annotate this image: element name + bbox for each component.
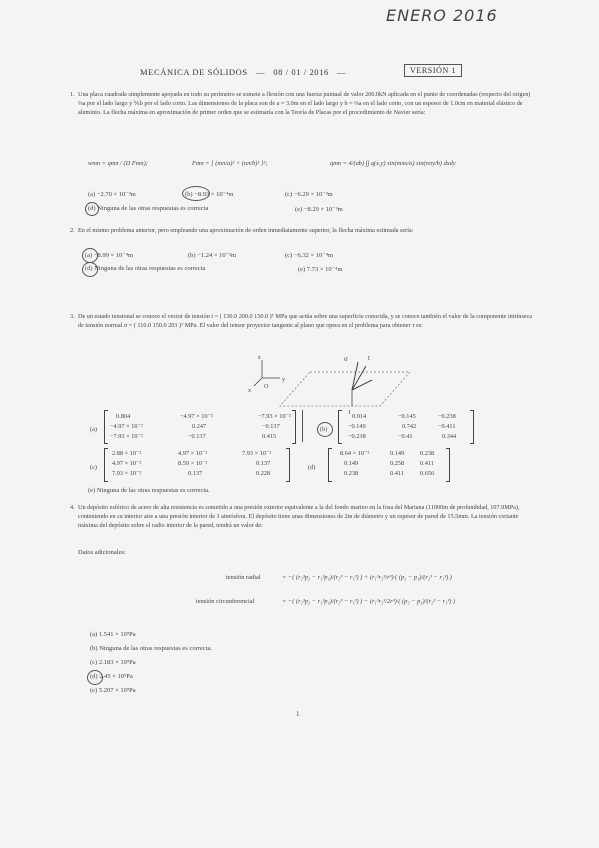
matrix-cell: −4.97 × 10⁻² [110, 423, 143, 430]
bracket [104, 410, 108, 444]
exam-header [140, 67, 480, 77]
question-text: En el mismo problema anterior, pero empleando una aproximación de orden inmediatamente superior, la flecha máxima estimada sería: [78, 227, 414, 234]
matrix-cell: 0.149 [390, 450, 405, 457]
question-number: 1. [70, 91, 75, 98]
q2-option-c[interactable]: (c) −6.32 × 10⁻⁴m [285, 252, 334, 259]
question-2 [70, 226, 533, 235]
matrix-cell: 0.247 [192, 423, 207, 430]
matrix-cell: −0.238 [348, 433, 366, 440]
q4-option-a[interactable]: (a) 1.541 × 10⁹Pa [90, 631, 136, 638]
sigma-label: σ [344, 355, 348, 363]
matrix-divider [302, 410, 303, 442]
matrix-cell: 0.914 [352, 413, 367, 420]
matrix-cell: −0.41 [398, 433, 413, 440]
q1-option-b[interactable]: (b) −8.93 × 10⁻⁴m [185, 191, 234, 198]
x-axis-label: x [248, 388, 251, 394]
matrix-cell: −0.238 [438, 413, 456, 420]
circumferential-stress-formula: = −( (r₂³p₂ − r₁³p₁)/(r₂³ − r₁³) ) − (r₁³r₂³/2r³)·( (p₂ − p₁)/(r₂³ − r₁³) ) [282, 598, 456, 605]
matrix-cell: 4.97 × 10⁻² [178, 450, 208, 457]
radial-stress-formula: = −( (r₂³p₂ − r₁³p₁)/(r₂³ − r₁³) ) + (r₁³r₂³/r³)·( (p₂ − p₁)/(r₂³ − r₁³) ) [282, 574, 452, 581]
question-number: 4. [70, 504, 75, 511]
matrix-cell: 0.411 [390, 470, 404, 477]
matrix-cell: 0.804 [116, 413, 131, 420]
matrix-cell: −0.137 [188, 433, 206, 440]
radial-stress-label: tensión radial [226, 574, 261, 581]
bracket [292, 410, 296, 444]
q1-option-e[interactable]: (e) −8.29 × 10⁻³m [295, 206, 343, 213]
matrix-cell: −7.93 × 10⁻² [258, 413, 291, 420]
matrix-cell: 0.656 [420, 470, 435, 477]
q2-option-a[interactable]: (a) −8.99 × 10⁻⁴m [85, 252, 134, 259]
matrix-cell: 2.88 × 10⁻² [112, 450, 142, 457]
question-3 [70, 312, 533, 330]
origin-label: O [264, 384, 269, 390]
q4-option-b[interactable]: (b) Ninguna de las otras respuestas es correcta. [90, 645, 213, 652]
answer-circle-mark [317, 422, 333, 437]
bracket [328, 448, 332, 482]
question-4 [70, 503, 533, 530]
answer-circle-mark [85, 202, 99, 216]
q4-option-e[interactable]: (e) 5.207 × 10⁹Pa [90, 687, 136, 694]
version-badge: VERSIÓN 1 [404, 64, 462, 77]
bracket [446, 448, 450, 482]
matrix-cell: 0.258 [390, 460, 405, 467]
q2-option-d[interactable]: (d) Ninguna de las otras respuestas es correcta [85, 265, 206, 272]
matrix-cell: 4.97 × 10⁻² [112, 460, 142, 467]
matrix-cell: −0.145 [398, 413, 416, 420]
matrix-cell: 0.411 [420, 460, 434, 467]
matrix-cell: 0.228 [256, 470, 271, 477]
matrix-cell: 0.344 [442, 433, 457, 440]
tau-label: τ [348, 408, 351, 416]
matrix-cell: 0.238 [420, 450, 435, 457]
formula-F: Fmn = [ (mπ/a)² + (nπ/b)² ]²; [192, 160, 268, 167]
answer-circle-mark [82, 262, 98, 277]
plane-shape [280, 372, 410, 406]
answer-circle-mark [182, 186, 210, 201]
bracket [104, 448, 108, 482]
circumferential-stress-label: tensión circunferencial [196, 598, 255, 605]
matrix-cell: 0.137 [188, 470, 203, 477]
matrix-cell: 0.137 [256, 460, 271, 467]
question-text: De un estado tensional se conoce el vector de tensión t = ( 130.0 200.0 150.0 )ᵀ MPa que actúa sobre una superficie conocida, y se conoce también el valor de la componente intrínseca de tensión normal σ = ( 110.0 150.0 203 )ᵀ MPa. El valor del tensor proyector tangente al plano que opera en el problema para obtener τ es: [78, 313, 533, 329]
bracket [286, 448, 290, 482]
answer-circle-mark [82, 248, 98, 263]
q1-option-d[interactable]: (d) Ninguna de las otras respuestas es correcta [88, 205, 209, 212]
z-axis-label: z [258, 355, 261, 361]
q2-option-e[interactable]: (e) 7.73 × 10⁻⁴m [298, 266, 343, 273]
bracket [338, 410, 342, 444]
q4-option-c[interactable]: (c) 2.183 × 10⁹Pa [90, 659, 136, 666]
handwritten-date: ENERO 2016 [386, 6, 498, 25]
q1-option-a[interactable]: (a) −2.70 × 10⁻³m [88, 191, 136, 198]
header-separator: — [337, 67, 347, 77]
matrix-label: (b) [320, 426, 328, 433]
matrix-label: (d) [308, 464, 316, 471]
question-1 [70, 90, 533, 117]
stress-figure [240, 346, 440, 416]
matrix-cell: −0.411 [438, 423, 456, 430]
matrix-cell: 0.415 [262, 433, 277, 440]
page-number: 1 [296, 710, 300, 718]
formula-q: qmn = 4/(ab) ∫∫ q(x,y) sin(mπx/a) sin(nπy/b) dxdy [330, 160, 456, 167]
matrix-cell: 8.64 × 10⁻² [340, 450, 370, 457]
matrix-cell: −0.137 [262, 423, 280, 430]
question-text: Un depósito esférico de acero de alta resistencia es sometido a una presión exterior equivalente a la del fondo marino en la fosa del Mariana (11000m de profundidad, 107.9MPa), conteniendo en su interior aire a una presión interior de 1 atmósfera. El depósito tiene unas dimensiones de 2m de diámetro y un espesor de pared de 15.5mm. La tensión cortante máxima del depósito sobre el radio interior de la pared, tendrá un valor de: [78, 504, 520, 529]
bracket [470, 410, 474, 444]
question-number: 3. [70, 313, 75, 320]
q4-option-d[interactable]: (d) 2.45 × 10⁹Pa [90, 673, 133, 680]
matrix-cell: −7.93 × 10⁻² [110, 433, 143, 440]
course-title: MECÁNICA DE SÓLIDOS [140, 67, 248, 77]
additional-data-label: Datos adicionales: [78, 549, 126, 556]
matrix-cell: 0.238 [344, 470, 359, 477]
matrix-label: (c) [90, 464, 97, 471]
matrix-cell: 0.149 [344, 460, 359, 467]
q2-option-b[interactable]: (b) −1.24 × 10⁻³m [188, 252, 237, 259]
x-axis [254, 378, 262, 386]
exam-date: 08 / 01 / 2016 [273, 67, 329, 77]
matrix-cell: 7.93 × 10⁻² [242, 450, 272, 457]
matrix-cell: 0.742 [402, 423, 417, 430]
matrix-cell: −0.149 [348, 423, 366, 430]
q1-option-c[interactable]: (c) −6.29 × 10⁻³m [285, 191, 333, 198]
matrix-cell: −4.97 × 10⁻² [180, 413, 213, 420]
question-text: Una placa cuadrada simplemente apoyada en todo su perímetro se somete a flexión con una fuerza puntual de valor 200.0kN aplicada en el punto de coordenadas (respecto del origen) ⅔a por el lado largo y ⅙b por el lado corto. Las dimensiones de la placa son de a = 3.0m en el lado largo y b = ⅓a en el lado corto, con un espesor de 1.0cm en material elástico de aluminio. La flecha máxima en aproximación de primer orden que se estimaría con la Teoría de Placas por el procedimiento de Navier sería: [78, 91, 531, 116]
answer-circle-mark [87, 670, 103, 685]
q3-option-e[interactable]: (e) Ninguna de las otras respuestas es correcta. [88, 487, 210, 494]
question-number: 2. [70, 227, 75, 234]
header-separator: — [255, 67, 266, 77]
matrix-cell: 8.59 × 10⁻² [178, 460, 208, 467]
y-axis-label: y [282, 377, 285, 383]
matrix-label: (a) [90, 426, 97, 433]
matrix-cell: 7.93 × 10⁻² [112, 470, 142, 477]
formula-w: wmn = qmn / (D Fmn); [88, 160, 148, 167]
t-label: t [368, 354, 370, 362]
